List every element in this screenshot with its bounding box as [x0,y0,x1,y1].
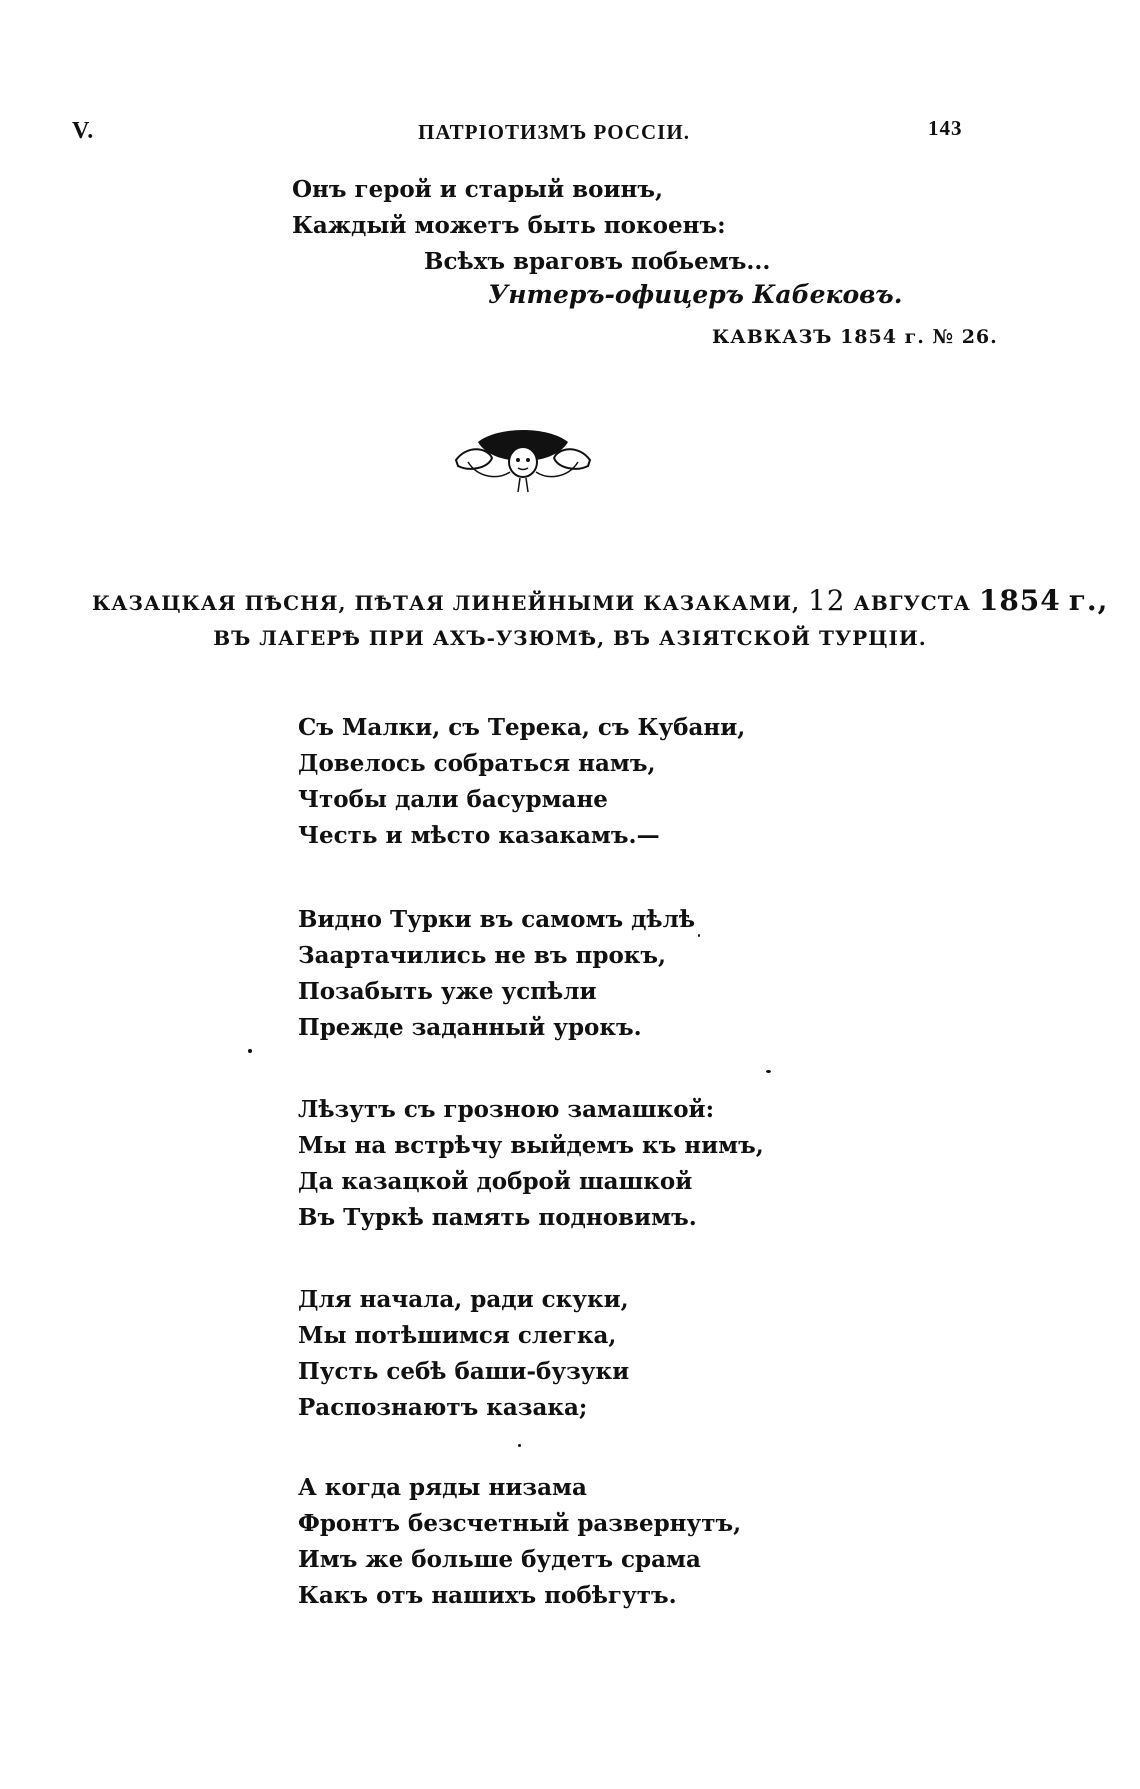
verse-line: Позабыть уже успѣли [298,978,597,1005]
song-subtitle: ВЪ ЛАГЕРѢ ПРИ АХЪ-УЗЮМѢ, ВЪ АЗІЯТСКОЙ ТУРЦІИ. [213,626,927,650]
prev-poem-line: Каждый можетъ быть покоенъ: [292,212,726,239]
song-title-end: г., [1068,584,1109,617]
cherub-vignette-icon [448,422,598,494]
song-title-text: КАЗАЦКАЯ ПѢСНЯ, ПѢТАЯ ЛИНЕЙНЫМИ КАЗАКАМИ, [92,591,800,615]
stanza [298,1470,741,1614]
print-speck [248,1049,252,1053]
verse-line: Заартачились не въ прокъ, [298,942,667,969]
verse-line: Прежде заданный урокъ. [298,1014,642,1041]
verse-line: Видно Турки въ самомъ дѣлѣ [298,906,695,933]
verse-line: Распознаютъ казака; [298,1394,588,1421]
verse-line: Довелось собраться намъ, [298,750,656,777]
verse-line: Съ Малки, съ Терека, съ Кубани, [298,714,746,741]
verse-line: Для начала, ради скуки, [298,1286,629,1313]
prev-poem-place: КАВКАЗЪ 1854 г. № 26. [712,326,998,348]
verse-line: Мы потѣшимся слегка, [298,1322,617,1349]
verse-line: Да казацкой доброй шашкой [298,1168,693,1195]
page-number: 143 [928,116,963,140]
verse-line: Какъ отъ нашихъ побѣгутъ. [298,1582,677,1609]
print-speck [518,1444,521,1447]
verse-line: А когда ряды низама [298,1474,587,1501]
verse-line: Лѣзутъ съ грозною замашкой: [298,1096,715,1123]
verse-line: Фронтъ безсчетный развернутъ, [298,1510,742,1537]
stanza [298,1282,629,1426]
stanza [298,902,695,1046]
verse-line: Имъ же больше будетъ срама [298,1546,701,1573]
verse-line: Чтобы дали басурмане [298,786,608,813]
prev-poem-line: Всѣхъ враговъ побьемъ... [424,248,771,275]
song-title-year: 1854 [978,584,1061,617]
stanza [298,1092,764,1236]
verse-line: Честь и мѣсто казакамъ.— [298,822,660,849]
song-title-day: 12 [807,584,846,617]
song-title-month: АВГУСТА [853,591,971,615]
verse-line: Въ Туркѣ память подновимъ. [298,1204,697,1231]
print-speck [766,1070,771,1073]
stanza [298,710,745,854]
verse-line: Мы на встрѣчу выйдемъ къ нимъ, [298,1132,764,1159]
prev-poem-author: Унтеръ-офицеръ Кабековъ. [488,280,903,309]
section-number: V. [72,118,95,144]
song-title [92,584,1109,617]
prev-poem-line: Онъ герой и старый воинъ, [292,176,664,203]
verse-line: Пусть себѣ баши-бузуки [298,1358,630,1385]
print-speck [698,934,700,937]
running-title: ПАТРІОТИЗМЪ РОССІИ. [418,120,690,144]
